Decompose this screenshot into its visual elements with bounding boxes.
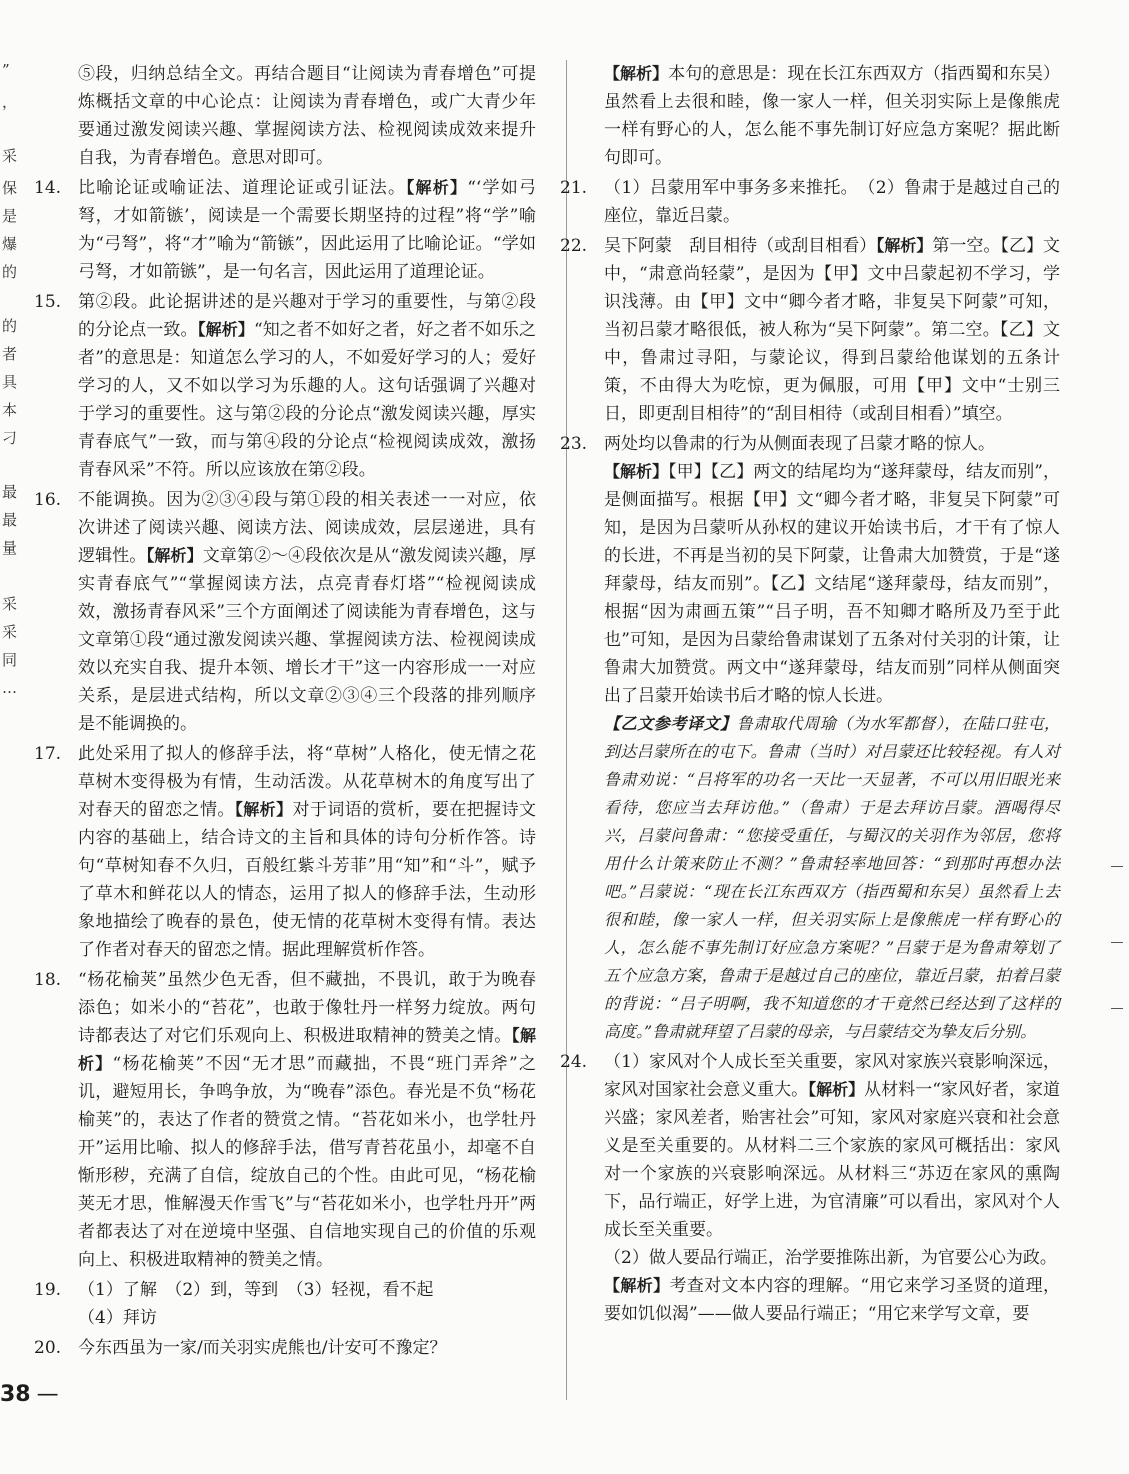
answer-text: “杨花榆荚”虽然少色无香，但不藏拙，不畏讥，敢于为晚春添色；如米小的“苔花”，也敢于像牡丹一样努力绽放。两句诗都表达了对它们乐观向上、积极进取精神的赞美之情。: [78, 970, 536, 1046]
gutter-char: ，: [2, 93, 18, 111]
answer-text: 今东西虽为一家/而关羽实虎熊也/计安可不豫定？: [78, 1338, 447, 1358]
analysis-label: 【解析】: [78, 1026, 536, 1073]
gutter-char: 是: [2, 207, 18, 225]
answer-text: （1）吕蒙用军中事务多来推托。 （2）鲁肃于是越过自己的座位，靠近吕蒙。: [604, 178, 1060, 226]
answer-item-20: [34, 1334, 536, 1362]
analysis-text: “知之者不如好之者，好之者不如乐之者”的意思是：知道怎么学习的人，不如爱好学习的人；爱好学习的人，又不如以学习为乐趣的人。这句话强调了兴趣对于学习的重要性。这与第②段的分论点“激发阅读兴趣，厚实青春底气”一致，而与第④段的分论点“检视阅读成效，激扬青春风采”不符。所以应该放在第②段。: [78, 320, 536, 480]
analysis-text: 对于词语的赏析，要在把握诗文内容的基础上，结合诗文的主旨和具体的诗句分析作答。诗句“草树知春不久归，百般红紫斗芳菲”用“知”和“斗”，赋予了草木和鲜花以人的情态，运用了拟人的修辞手法，生动形象地描绘了晚春的景色，使无情的花草树木变得有情。表达了作者对春天的留恋之情。据此理解赏析作答。: [78, 800, 537, 960]
question-number: 20.: [34, 1338, 62, 1358]
margin-tick: [1111, 866, 1123, 867]
gutter-char: 具: [2, 373, 18, 391]
translation-text: 鲁肃取代周瑜（为水军都督），在陆口驻屯，到达吕蒙所在的屯下。鲁肃（当时）对吕蒙还比较轻视。有人对鲁肃劝说：“吕将军的功名一天比一天显著，不可以用旧眼光来看待，您应当去拜访他。”（鲁肃）于是去拜访吕蒙。酒喝得尽兴，吕蒙问鲁肃：“您接受重任，与蜀汉的关羽作为邻居，您将用什么计策来防止不测？”鲁肃轻率地回答：“到那时再想办法吧。”吕蒙说：“现在长江东西双方（指西蜀和东吴）虽然看上去很和睦，像一家人一样，但关羽实际上是像熊虎一样有野心的人，怎么能不事先制订好应急方案呢？”吕蒙于是为鲁肃筹划了五个应急方案，鲁肃于是越过自己的座位，靠近吕蒙，拍着吕蒙的背说：“吕子明啊，我不知道您的才干竟然已经达到了这样的高度。”鲁肃就拜望了吕蒙的母亲，与吕蒙结交为挚友后分别。: [604, 714, 1060, 1041]
question-number: 14.: [34, 178, 62, 198]
answer-text: （4）拜访: [78, 1308, 157, 1328]
answer-text: 第②段。此论据讲述的是兴趣对于学习的重要性，与第②段的分论点一致。: [78, 292, 536, 340]
answer-item-21: [560, 174, 1060, 230]
question-number: 17.: [34, 744, 62, 764]
margin-tick: [1111, 1008, 1123, 1009]
answer-item-16: [34, 486, 536, 738]
question-number: 23.: [560, 434, 588, 454]
question-number: 22.: [560, 236, 588, 256]
page-footer: [0, 1382, 59, 1407]
translation-label: 【乙文参考译文】: [604, 714, 737, 733]
analysis-label: 【解析】: [146, 546, 203, 565]
gutter-char: 保: [2, 179, 18, 197]
gutter-char: 采: [2, 595, 18, 613]
answer-text: （1）家风对个人成长至关重要，家风对家族兴衰影响深远，家风对国家社会意义重大。: [604, 1052, 1060, 1100]
analysis-text: “‘学如弓弩，才如箭镞’，阅读是一个需要长期坚持的过程”将“学”喻为“弓弩”，将“才”喻为“箭镞”，因此运用了比喻论证。“学如弓弩，才如箭镞”，是一句名言，因此运用了道理论证。: [78, 178, 536, 282]
answer-text: 两处均以鲁肃的行为从侧面表现了吕蒙才略的惊人。: [604, 434, 995, 454]
answer-item: [34, 60, 536, 172]
gutter-char: 最: [2, 483, 18, 501]
answer-item-22: [560, 232, 1060, 428]
gutter-char: 量: [2, 539, 18, 557]
footer-dash: —: [36, 1382, 59, 1407]
gutter-char: 本: [2, 401, 18, 419]
analysis-text: 从材料一“家风好者，家道兴盛；家风差者，贻害社会”可知，家风对家庭兴衰和社会意义是至关重要的。从材料二三个家族的家风可概括出：家风对一个家族的兴衰影响深远。从材料三“苏迈在家风的熏陶下，品行端正，好学上进，为官清廉”可以看出，家风对个人成长至关重要。: [604, 1080, 1060, 1240]
translation-block: [604, 710, 1060, 1046]
answer-item-17: [34, 740, 536, 964]
gutter-char: 采: [2, 623, 18, 641]
gutter-char: 的: [2, 317, 18, 335]
gutter-char: 最: [2, 511, 18, 529]
answer-item-23: [560, 430, 1060, 1046]
analysis-label: 【解析】: [808, 1080, 865, 1099]
answer-item-15: [34, 288, 536, 484]
gutter-char: 爆: [2, 235, 18, 253]
answer-text: ⑤段，归纳总结全文。再结合题目“让阅读为青春增色”可提炼概括文章的中心论点：让阅读为青春增色，或广大青少年要通过激发阅读兴趣、掌握阅读方法、检视阅读成效来提升自我，为青春增色。意思对即可。: [78, 64, 536, 168]
analysis-label: 【解析】: [876, 236, 933, 255]
question-number: 21.: [560, 178, 588, 198]
answer-item-18: [34, 966, 536, 1274]
answer-text: 吴下阿蒙 刮目相待（或刮目相看）: [604, 236, 877, 256]
gutter-char: 采: [2, 147, 18, 165]
left-column: [34, 60, 536, 1364]
gutter-char: 者: [2, 345, 18, 363]
answer-item-19: [34, 1276, 536, 1332]
gutter-char: 同: [2, 651, 18, 669]
gutter-char: ”: [2, 61, 10, 79]
answer-text: 比喻论证或喻证法、道理论证或引证法。: [78, 178, 407, 198]
answer-item: [560, 60, 1060, 172]
page-number: 38: [0, 1382, 31, 1407]
question-number: 24.: [560, 1052, 588, 1072]
question-number: 16.: [34, 490, 62, 510]
analysis-label: 【解析】: [604, 1276, 670, 1295]
gutter-char: 刁: [2, 429, 18, 447]
question-number: 18.: [34, 970, 62, 990]
answer-text: （2）做人要品行端正，治学要推陈出新，为官要公心为政。: [604, 1248, 1057, 1268]
analysis-text: “杨花榆荚”不因“无才思”而藏拙，不畏“班门弄斧”之讥，避短用长，争鸣争放，为“晚春”添色。春光是不负“杨花榆荚”的，表达了作者的赞赏之情。“苔花如米小，也学牡丹开”运用比喻、拟人的修辞手法，借写青苔花虽小，却毫不自惭形秽，充满了自信，绽放自己的个性。由此可见，“杨花榆荚无才思，惟解漫天作雪飞”与“苔花如米小，也学牡丹开”两者都表达了对在逆境中坚强、自信地实现自己的价值的乐观向上、积极进取精神的赞美之情。: [78, 1054, 536, 1270]
margin-tick: [1111, 942, 1123, 943]
analysis-label: 【解析】: [604, 462, 669, 481]
question-number: 19.: [34, 1280, 62, 1300]
answer-text: （1）了解 （2）到，等到 （3）轻视，看不起: [78, 1280, 434, 1300]
analysis-text: 本句的意思是：现在长江东西双方（指西蜀和东吴）虽然看上去很和睦，像一家人一样，但关羽实际上是像熊虎一样有野心的人，怎么能不事先制订好应急方案呢？据此断句即可。: [604, 64, 1060, 168]
analysis-label: 【解析】: [604, 64, 669, 83]
right-column: [560, 60, 1060, 1330]
question-number: 15.: [34, 292, 62, 312]
analysis-label: 【解析】: [234, 800, 293, 819]
analysis-label: 【解析】: [406, 178, 468, 197]
analysis-text: 文章第②～④段依次是从“激发阅读兴趣，厚实青春底气”“掌握阅读方法，点亮青春灯塔”“检视阅读成效，激扬青春风采”三个方面阐述了阅读能为青春增色，这与文章第①段“通过激发阅读兴趣、掌握阅读方法、检视阅读成效以充实自我、提升本领、增长才干”这一内容形成一一对应关系，是层进式结构，所以文章②③④三个段落的排列顺序是不能调换的。: [78, 546, 536, 734]
answer-text: 不能调换。因为②③④段与第①段的相关表述一一对应，依次讲述了阅读兴趣、阅读方法、阅读成效，层层递进，具有逻辑性。: [78, 490, 536, 566]
left-margin-cutoff-text: [0, 55, 18, 1355]
analysis-text: 第一空。【乙】文中，“肃意尚轻蒙”，是因为【甲】文中吕蒙起初不学习，学识浅薄。由【甲】文中“卿今者才略，非复吴下阿蒙”可知，当初吕蒙才略很低，被人称为“吴下阿蒙”。第二空。【乙】文中，鲁肃过寻阳，与蒙论议，得到吕蒙给他谋划的五条计策，不由得大为吃惊，更为佩服，可用【甲】文中“士别三日，即更刮目相待”的“刮目相待（或刮目相看）”填空。: [604, 236, 1061, 424]
gutter-char: …: [2, 679, 17, 697]
analysis-text: 【甲】【乙】两文的结尾均为“遂拜蒙母，结友而别”，是侧面描写。根据【甲】文“卿今者才略，非复吴下阿蒙”可知，是因为吕蒙听从孙权的建议开始读书后，才干有了惊人的长进，不再是当初的吴下阿蒙，让鲁肃大加赞赏，于是“遂拜蒙母，结友而别”。【乙】文结尾“遂拜蒙母，结友而别”，根据“因为肃画五策”“吕子明，吾不知卿才略所及乃至于此也”可知，是因为吕蒙给鲁肃谋划了五条对付关羽的计策，让鲁肃大加赞赏。两文中“遂拜蒙母，结友而别”同样从侧面突出了吕蒙开始读书后才略的惊人长进。: [604, 462, 1060, 706]
answer-item-24: [560, 1048, 1060, 1328]
gutter-char: 的: [2, 263, 18, 281]
analysis-text: 考查对文本内容的理解。“用它来学习圣贤的道理，要如饥似渴”——做人要品行端正；“用它来学写文章，要: [604, 1276, 1060, 1324]
answer-item-14: [34, 174, 536, 286]
answer-text: 此处采用了拟人的修辞手法，将“草树”人格化，使无情之花草树木变得极为有情，生动活泼。从花草树木的角度写出了对春天的留恋之情。: [78, 744, 536, 820]
analysis-label: 【解析】: [197, 320, 254, 339]
